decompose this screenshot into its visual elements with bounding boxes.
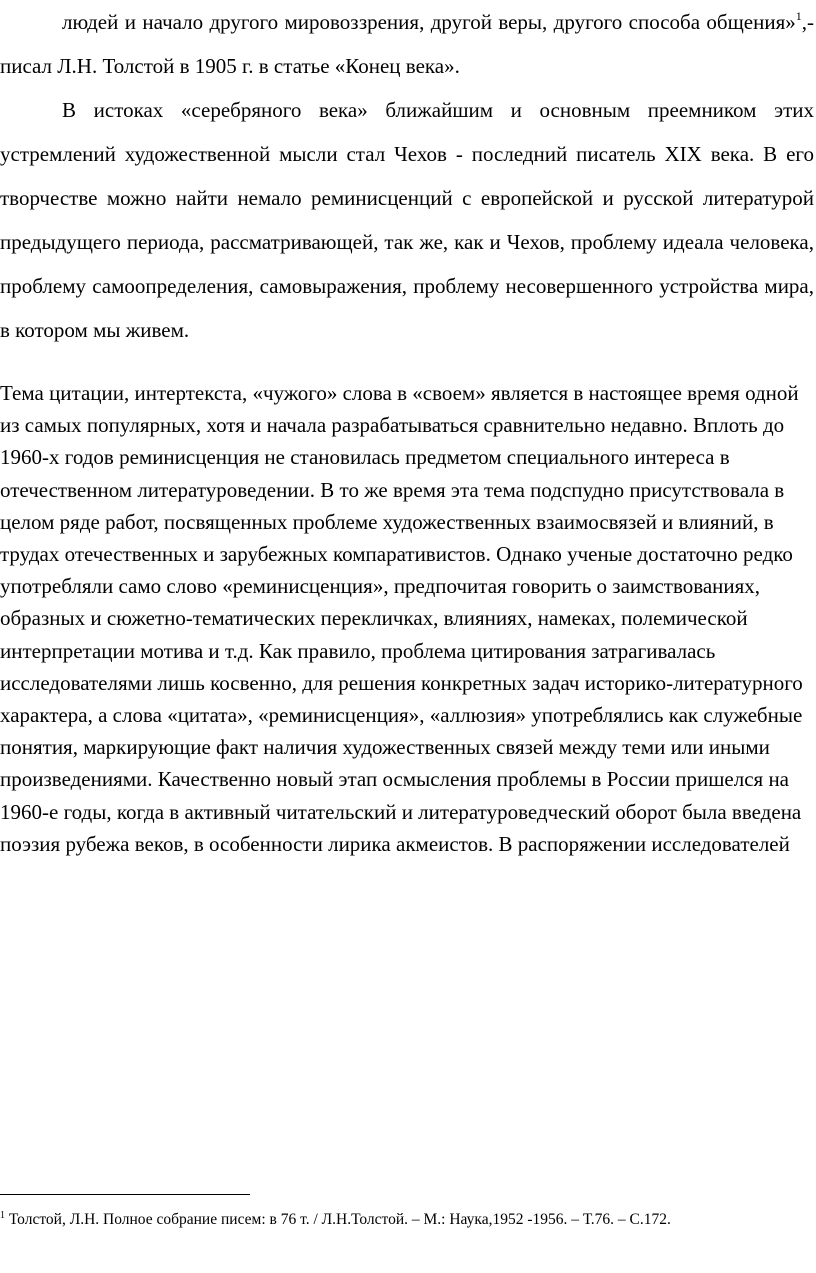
paragraph: В истоках «серебряного века» ближайшим и основным преемником этих устремлений художественной мысли стал Чехов - последний писатель XIX века. В его творчестве можно найти немало реминисценций с европейской и русской литературой предыдущего периода, рассматривающей, так же, как и Чехов, проблему идеала человека, проблему самоопределения, самовыражения, проблему несовершенного устройства мира, в котором мы живем. [0,98,814,342]
paragraph: Тема цитации, интертекста, «чужого» слова в «своем» является в настоящее время одной из самых популярных, хотя и начала разрабатываться сравнительно недавно. Вплоть до 1960-х годов реминисценция не становилась предметом специального интереса в отечественном литературоведении. В то же время эта тема подспудно присутствовала в целом ряде работ, посвященных проблеме художественных взаимосвязей и влияний, в трудах отечественных и зарубежных компаративистов. Однако ученые достаточно редко употребляли само слово «реминисценция», предпочитая говорить о заимствованиях, образных и сюжетно-тематических перекличках, влияниях, намеках, полемической интерпретации мотива и т.д. Как правило, проблема цитирования затрагивалась исследователями лишь косвенно, для решения конкретных задач историко-литературного характера, а слова «цитата», «реминисценция», «аллюзия» употреблялись как служебные понятия, маркирующие факт наличия художественных связей между теми или иными произведениями. Качественно новый этап осмысления проблемы в России пришелся на 1960-е годы, когда в активный читательский и литературоведческий оборот была введена поэзия рубежа веков, в особенности лирика акмеистов. В распоряжении исследователей [0,381,803,856]
main-text-block [0,0,814,352]
paragraph-text: людей и начало другого мировоззрения, другой веры, другого способа общения» [62,10,796,34]
footnote-reference[interactable]: 1 [795,9,802,23]
secondary-text-block [0,377,812,860]
paragraph-continuation [0,0,814,88]
footnote [0,1210,812,1230]
paragraph-text: ,- писал Л.Н. Толстой в 1905 г. в статье «Конец века». [0,10,814,78]
footnote-text: Толстой, Л.Н. Полное собрание писем: в 76 т. / Л.Н.Толстой. – М.: Наука,1952 -1956. – Т.76. – С.172. [5,1211,671,1228]
footnote-mark: 1 [0,1210,5,1221]
footnote-separator [0,1194,250,1195]
